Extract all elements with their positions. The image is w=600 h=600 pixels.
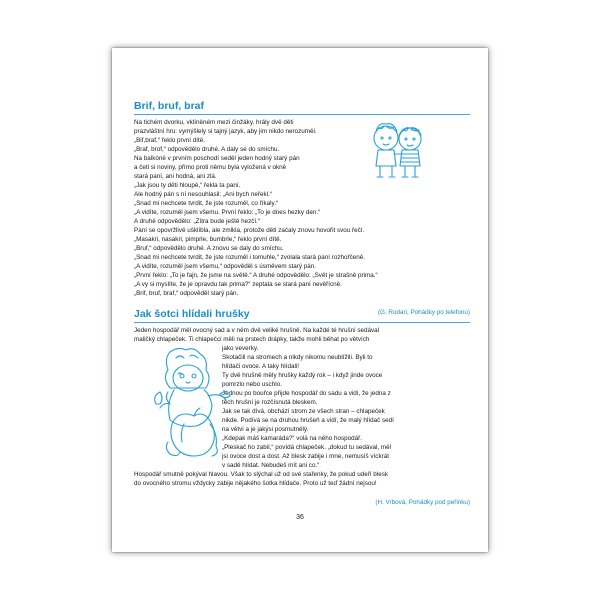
story-line: „Bif,braf,“ řeklo první dítě. [134,137,206,144]
story-title: Brif, bruf, braf [134,100,470,115]
story-line: Jednou po bouřce přijde hospodář do sadu a vidí, že jedna z [222,390,391,397]
story-line: Na balkóně v prvním poschodí seděl jeden hodný starý pán [134,155,300,162]
story-line: „Bruf,“ odpovědělo druhé. A znovu se daly do smíchu. [134,245,284,252]
story-source: (G. Rodari, Pohádky po telefonu) [377,309,470,316]
story-line: „Jak jsou ty děti hloupé,“ řekla ta paní. [134,182,241,189]
story-line: nikde. Podívá se na druhou hrušeň a vidí, že malý hlídač sedí [222,417,394,424]
story-line: „První řeklo: „To je fajn, že jsme na světě.“ A druhé odpovědělo: „Svět je strašně prima.“ [134,272,378,279]
story-line: prazvláštní hru: vymýšlely si tajný jazyk, aby jim nikdo nerozuměl. [134,128,317,135]
story-line: Hospodář smutně pokýval hlavou. Však to slýchal už od své stařenky, že pokud udeří blesk [134,471,388,478]
story-line: „Brif, bruf, braf,“ odpověděl starý pán. [134,290,239,297]
story-line: Jeden hospodář měl ovocný sad a v něm dvě veliké hrušně. Na každé té hrušni sedával [134,327,380,334]
story-line: Ale hodný pán s ní nesouhlasil: „Ani bych neřekl.“ [134,191,272,198]
story-line: v sadě hlídat. Nebudeš mít ani co.“ [222,462,320,469]
book-page [112,48,488,552]
story-source: (H. Vrbová, Pohádky pod peřinku) [375,499,470,506]
story-line: „Snad mi nechcete tvrdit, že jste rozuměl i tomuhle,“ zvolala stará paní rozhořčeně. [134,254,365,261]
story-line: stará paní, ani hodná, ani zlá. [134,173,217,180]
story-line: Skotačili na stromech a nikdy nikomu neublížili. Byli to [222,354,373,361]
story-line: na větvi a je jakýsi posmutnělý. [222,426,309,433]
story-line: „A vy si myslíte, že je opravdu tak prima?“ zeptala se stará paní nevěřícně. [134,281,342,288]
story-line: Jak se tak dívá, obchází strom ze všech stran – chlapeček [222,408,385,415]
story-line: a četl si noviny, přímo proti němu byla vyložená v okně [134,164,287,171]
story-line: „A vidíte, rozuměl jsem všemu,“ odpověděl s úsměvem starý pán. [134,263,316,270]
two-children-illustration [364,118,434,188]
story-line: jako veverky. [222,345,259,352]
story-line: „Kdepak máš kamaráda?“ volá na něho hospodář. [222,435,363,442]
story-line: Ty dvě hrušně měly hrušky každý rok – i když jinde ovoce [222,372,383,379]
story-line: Paní se opovržlivě ušklíbla, ale zmlkla, protože děti začaly znovu hovořit svou řečí. [134,227,365,234]
story-line: hlídači ovoce. A taky hlídali! [222,363,300,370]
goblin-with-pear-illustration [150,344,232,462]
story-line: Na tichém dvorku, vklíněném mezi činžáky, hrály dvě děti [134,119,294,126]
story-line: „Masakri, nasakri, pimprle, bumbrle,“ řeklo první dítě. [134,236,282,243]
page-number: 36 [296,514,304,521]
story-line: „Braf, brof,“ odpovědělo druhé. A daly se do smíchu. [134,146,280,153]
story-line: A druhé odpovědělo: „Zítra bude ještě hezčí.“ [134,218,261,225]
story-line: maličký chlapeček. Ti chlapečci měli na prstech drápky, takže mohli běhat po větvích [134,336,370,343]
story-line: pomrzlo nebo uschlo. [222,381,282,388]
story-line: „Snad mi nechcete tvrdit, že jste rozuměl, co říkaly.“ [134,200,279,207]
story-line: „A vidíte, rozuměl jsem všemu. První řeklo: „To je dnes hezky den.“ [134,209,321,216]
story-line: těch hrušní je rozčísnutá bleskem. [222,399,318,406]
story-line: jsi ovoce dost a dost. Až blesk zabije i mne, nemusíš víckrát [222,453,389,460]
story-title: Jak šotci hlídali hrušky [134,308,470,323]
story-line: „Pleskač ho zabil,“ povídá chlapeček. „dokud tu sedával, měl [222,444,392,451]
story-line: do ovocného stromu vždycky zabije nějakého šotka hlídače. Proto už teď žádní nejsou! [134,480,377,487]
